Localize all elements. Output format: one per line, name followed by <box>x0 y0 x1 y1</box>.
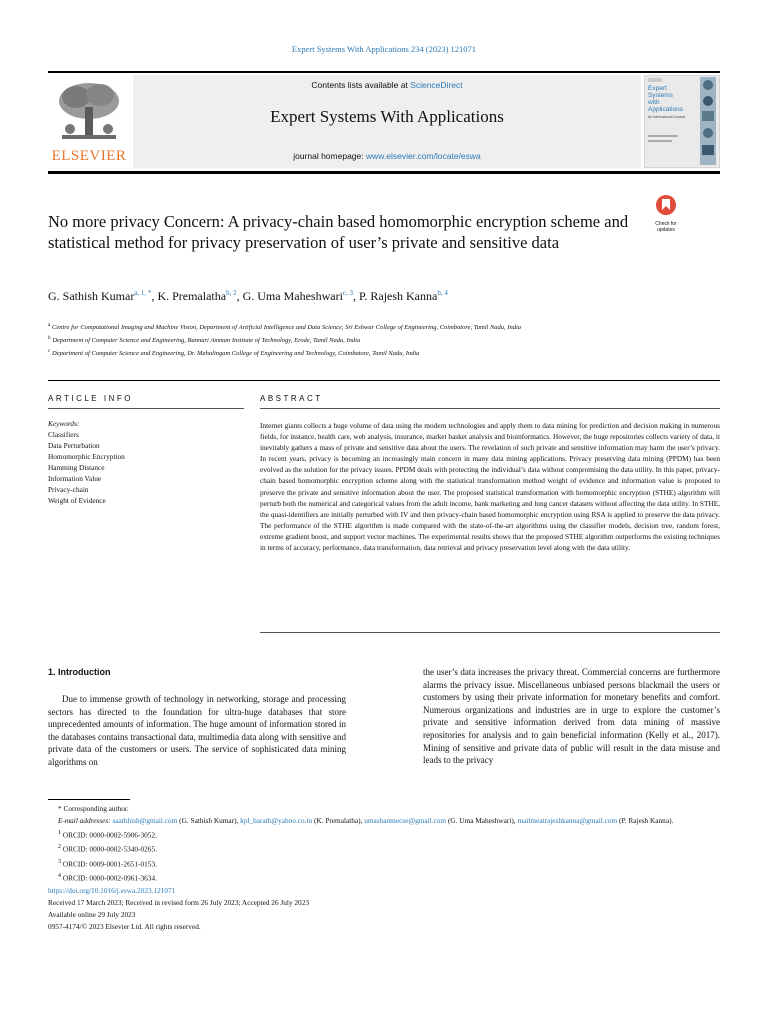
author[interactable]: P. Rajesh Kanna$^{b, 4}$ <box>359 289 448 303</box>
body-paragraph: the user’s data increases the privacy threat. Commercial concerns are furthermore alarms the privacy issue. Miscellaneous unbiased persons blackmail the users or customers by using their private information for monetary benefits and comfort. Numerous organizations and industries are in urge to explore the customer’s private and sensitive information derived from data mining of massive repositories for analysis and to gain beneficial information (Kelly et al., 2017). Mining of sensitive and private data of public will result in the data misuse and leads to the privacy <box>423 667 720 766</box>
keyword: Hamming Distance <box>48 463 105 472</box>
contents-line <box>133 80 641 90</box>
publisher-name: ELSEVIER <box>51 148 127 164</box>
journal-title: Expert Systems With Applications <box>270 107 504 126</box>
orcid-note: $^1$ ORCID: 0000-0002-5906-3052. <box>58 830 157 840</box>
footnote-rule <box>48 799 130 800</box>
orcid-note: $^3$ ORCID: 0009-0001-2651-0153. <box>58 858 157 869</box>
email-link[interactable]: umashanmecse@gmail.com <box>364 816 447 825</box>
email-line: E-mail addresses: saathhish@gmail.com (G. Sathish Kumar), kpl_barath@yahoo.co.in (K. Premalatha), umashanmecse@gmail.com (G. Uma Maheshwari), mailmeatrajeshkanna@gmail.com (P. Rajesh Kanna). <box>58 816 674 825</box>
keyword: Information Value <box>48 474 102 483</box>
copyright: 0957-4174/© 2023 Elsevier Ltd. All rights reserved. <box>48 921 201 931</box>
affiliation: $^b$ Department of Computer Science and Engineering, Bannari Amman Institute of Technology, Erode, Tamil Nadu, India <box>48 335 361 345</box>
email-link[interactable]: saathhish@gmail.com <box>112 816 178 825</box>
homepage-link[interactable]: www.elsevier.com/locate/eswa <box>365 151 481 161</box>
keywords-block <box>48 418 248 506</box>
email-link[interactable]: kpl_barath@yahoo.co.in <box>240 816 313 825</box>
divider <box>260 408 720 409</box>
tree-logo-icon <box>56 79 122 143</box>
masthead <box>48 75 720 168</box>
available-online: Available online 29 July 2023 <box>48 909 136 919</box>
article-title: No more privacy Concern: A privacy-chain based homomorphic encryption scheme and statistical method for privacy preservation of user’s private and sensitive data <box>48 212 629 252</box>
received-dates: Received 17 March 2023; Received in revised form 26 July 2023; Accepted 26 July 2023 <box>48 897 310 907</box>
check-updates-label: Check for updates <box>655 221 677 233</box>
abstract-text: Internet giants collects a huge volume of data using the modern technologies and apply them to data mining for prediction and decision making in numerous fields, for instance, health care, web analysis, insurance, market basket analysis and bioinformatics. However, the huge repositories collects variety of data, it inevitably gathers a mass of private and sensitive data about the users. The revelation of such private and sensitive information may harm the user’s privacy. In recent years, privacy is becoming an increasingly main concern in many data mining applications. Privacy preserving data mining (PPDM) has been evolved as the solution for the privacy issues. PPDM deals with protecting the individual’s data without compromising the data utility. In this paper, privacy-chain based homomorphic encryption scheme along with the statistical transformation method weight of evidence and information value is proposed to preserve the private and sensitive information about the user. The proposed statistical transformation with homomorphic encryption (STHE) algorithm will perturb both the numerical and categorical values from the adult income, bank marketing and lung cancer datasets without affecting the data utility. In STHE, the quasi-identifiers are initially perturbed with IV and then privacy-chain based homomorphic encryption using RSA is applied to preserve the data privacy. The performance of the STHE algorithm is made compared with the state-of-the-art algorithms using the classifier models, decision tree, random forest, extreme gradient boost, and support vector machines. The experimental results shows that the proposed STHE algorithm outperforms the existing techniques in terms of accuracy, performance, data transformation, data retrieval and privacy preservation level along with the data utility. <box>260 421 720 553</box>
journal-citation[interactable]: Expert Systems With Applications 234 (2023) 121071 <box>291 44 477 54</box>
affiliation: $^a$ Centre for Computational Imaging and Machine Vision, Department of Artificial Intelligence and Data Science, Sri Eshwar College of Engineering, Coimbatore, Tamil Nadu, India <box>48 322 522 332</box>
author[interactable]: K. Premalatha$^{b, 2}$ <box>157 289 237 303</box>
orcid-note: $^4$ ORCID: 0000-0002-0961-3634. <box>58 873 157 883</box>
homepage-prefix: journal homepage: <box>293 151 366 161</box>
journal-band <box>133 75 641 168</box>
divider <box>260 632 720 633</box>
check-for-updates-button[interactable] <box>648 194 684 233</box>
keyword: Weight of Evidence <box>48 496 106 505</box>
masthead-rule <box>48 171 720 174</box>
homepage-line <box>133 151 641 161</box>
header-rule <box>48 71 720 73</box>
section-heading-introduction: 1. Introduction <box>48 667 111 677</box>
contents-prefix: Contents lists available at <box>311 80 411 90</box>
doi-link[interactable]: https://doi.org/10.1016/j.eswa.2023.121071 <box>48 885 176 895</box>
cover-subtitle: An International Journal <box>648 115 685 119</box>
divider <box>48 380 720 381</box>
elsevier-logo[interactable] <box>48 75 130 168</box>
cover-title: Expert Systems with Applications An International Journal <box>648 85 700 119</box>
email-link[interactable]: mailmeatrajeshkanna@gmail.com <box>517 816 618 825</box>
corresponding-note: * Corresponding author. <box>58 804 129 813</box>
keyword: Classifiers <box>48 430 79 439</box>
affiliations <box>48 320 648 359</box>
sciencedirect-link[interactable]: ScienceDirect <box>410 80 463 90</box>
keyword: Privacy-chain <box>48 485 89 494</box>
abstract-heading: ABSTRACT <box>260 394 323 403</box>
keyword: Data Perturbation <box>48 441 100 450</box>
affiliation: $^c$ Department of Computer Science and Engineering, Dr. Mahalingam College of Engineering and Technology, Coimbatore, Tamil Nadu, India <box>48 348 420 358</box>
divider <box>48 408 244 409</box>
footnotes <box>48 803 720 933</box>
article-info-heading: ARTICLE INFO <box>48 394 133 403</box>
keywords-label: Keywords: <box>48 419 80 428</box>
author-list: G. Sathish Kumar$^{a, 1, *}$, K. Premalatha$^{b, 2}$, G. Uma Maheshwari$^{c, 3}$, P. Rajesh Kanna$^{b, 4}$ <box>48 289 448 303</box>
orcid-note: $^2$ ORCID: 0000-0002-5340-0265. <box>58 844 157 854</box>
author[interactable]: G. Sathish Kumar$^{a, 1, *}$ <box>48 289 152 303</box>
check-updates-icon <box>648 194 684 216</box>
journal-cover[interactable] <box>644 75 720 168</box>
body-paragraph: Due to immense growth of technology in networking, storage and processing sectors has directed to the foundation for ultra-huge databases that store unprecedented amounts of information. The huge amount of information stored in the databases contains transactional data, multimedia data along with sensitive and private data of the customers or users. The service of sophisticated data mining algorithms on <box>48 694 346 767</box>
author[interactable]: G. Uma Maheshwari$^{c, 3}$ <box>242 289 354 303</box>
keyword: Homomorphic Encryption <box>48 452 125 461</box>
